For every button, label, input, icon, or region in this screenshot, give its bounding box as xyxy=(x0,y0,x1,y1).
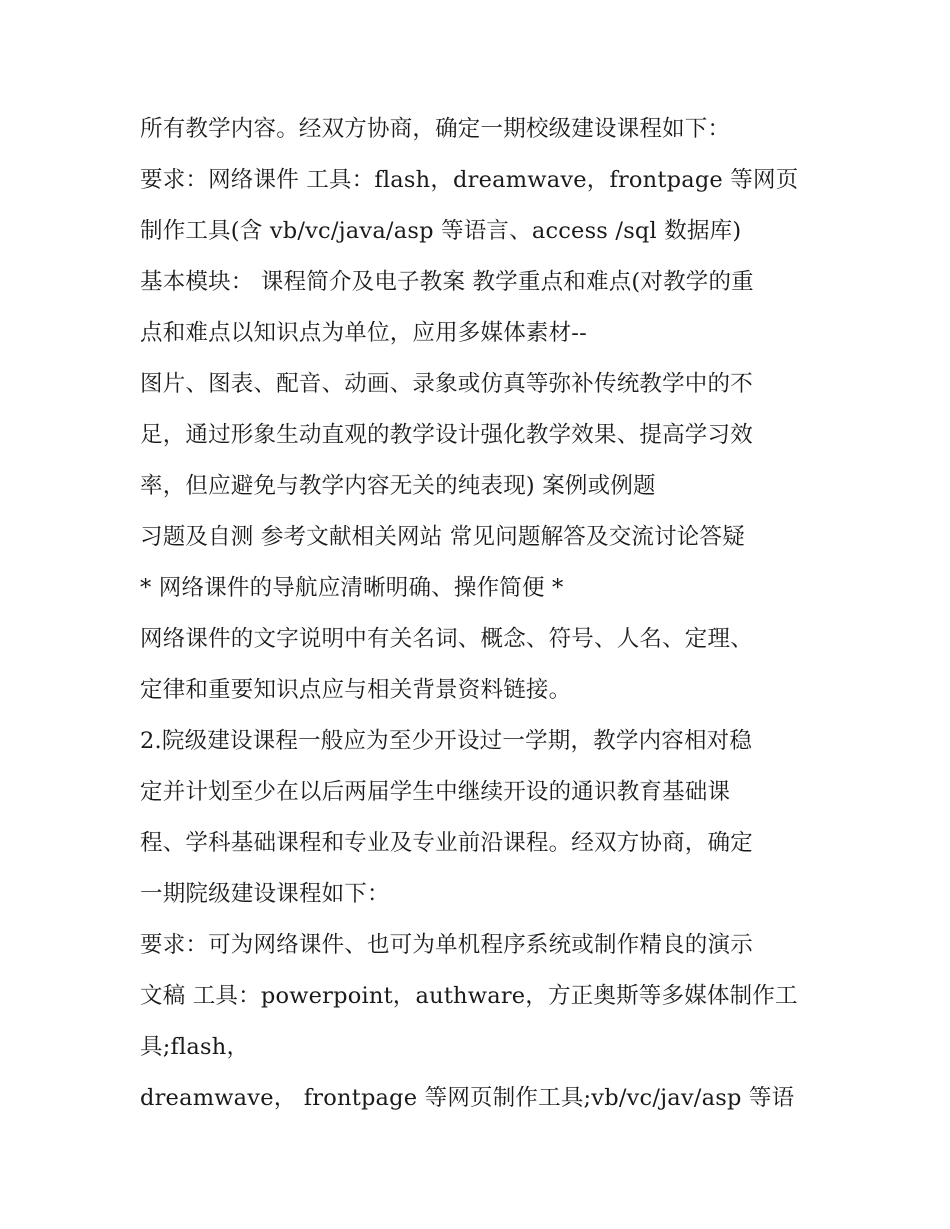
text-line: 具;flash， xyxy=(140,1034,250,1060)
text-line: 一期院级建设课程如下： xyxy=(140,881,390,907)
text-line: 程、学科基础课程和专业及专业前沿课程。经双方协商，确定 xyxy=(140,830,753,856)
text-line: dreamwave， frontpage 等网页制作工具;vb/vc/jav/asp 等语 xyxy=(140,1085,795,1111)
text-line: 文稿 工具：powerpoint，authware，方正奥斯等多媒体制作工 xyxy=(140,983,798,1009)
text-line: 要求：网络课件 工具：flash，dreamwave，frontpage 等网页 xyxy=(140,167,799,193)
text-line: 点和难点以知识点为单位，应用多媒体素材-- xyxy=(140,320,587,346)
text-line: 2.院级建设课程一般应为至少开设过一学期，教学内容相对稳 xyxy=(140,728,753,754)
text-line: 所有教学内容。经双方协商，确定一期校级建设课程如下： xyxy=(140,116,731,142)
text-line: 足，通过形象生动直观的教学设计强化教学效果、提高学习效 xyxy=(140,422,753,448)
text-line: * 网络课件的导航应清晰明确、操作简便 * xyxy=(140,575,564,601)
text-line: 基本模块： 课程简介及电子教案 教学重点和难点(对教学的重 xyxy=(140,269,754,295)
text-line: 制作工具(含 vb/vc/java/asp 等语言、access /sql 数据库) xyxy=(140,218,742,244)
text-line: 习题及自测 参考文献相关网站 常见问题解答及交流讨论答疑 xyxy=(140,524,745,550)
text-line: 图片、图表、配音、动画、录象或仿真等弥补传统教学中的不 xyxy=(140,371,753,397)
text-line: 要求：可为网络课件、也可为单机程序系统或制作精良的演示 xyxy=(140,932,753,958)
text-line: 网络课件的文字说明中有关名词、概念、符号、人名、定理、 xyxy=(140,626,753,652)
document-body xyxy=(140,104,820,1124)
text-line: 定律和重要知识点应与相关背景资料链接。 xyxy=(140,677,572,703)
text-line: 率，但应避免与教学内容无关的纯表现) 案例或例题 xyxy=(140,473,656,499)
text-line: 定并计划至少在以后两届学生中继续开设的通识教育基础课 xyxy=(140,779,731,805)
